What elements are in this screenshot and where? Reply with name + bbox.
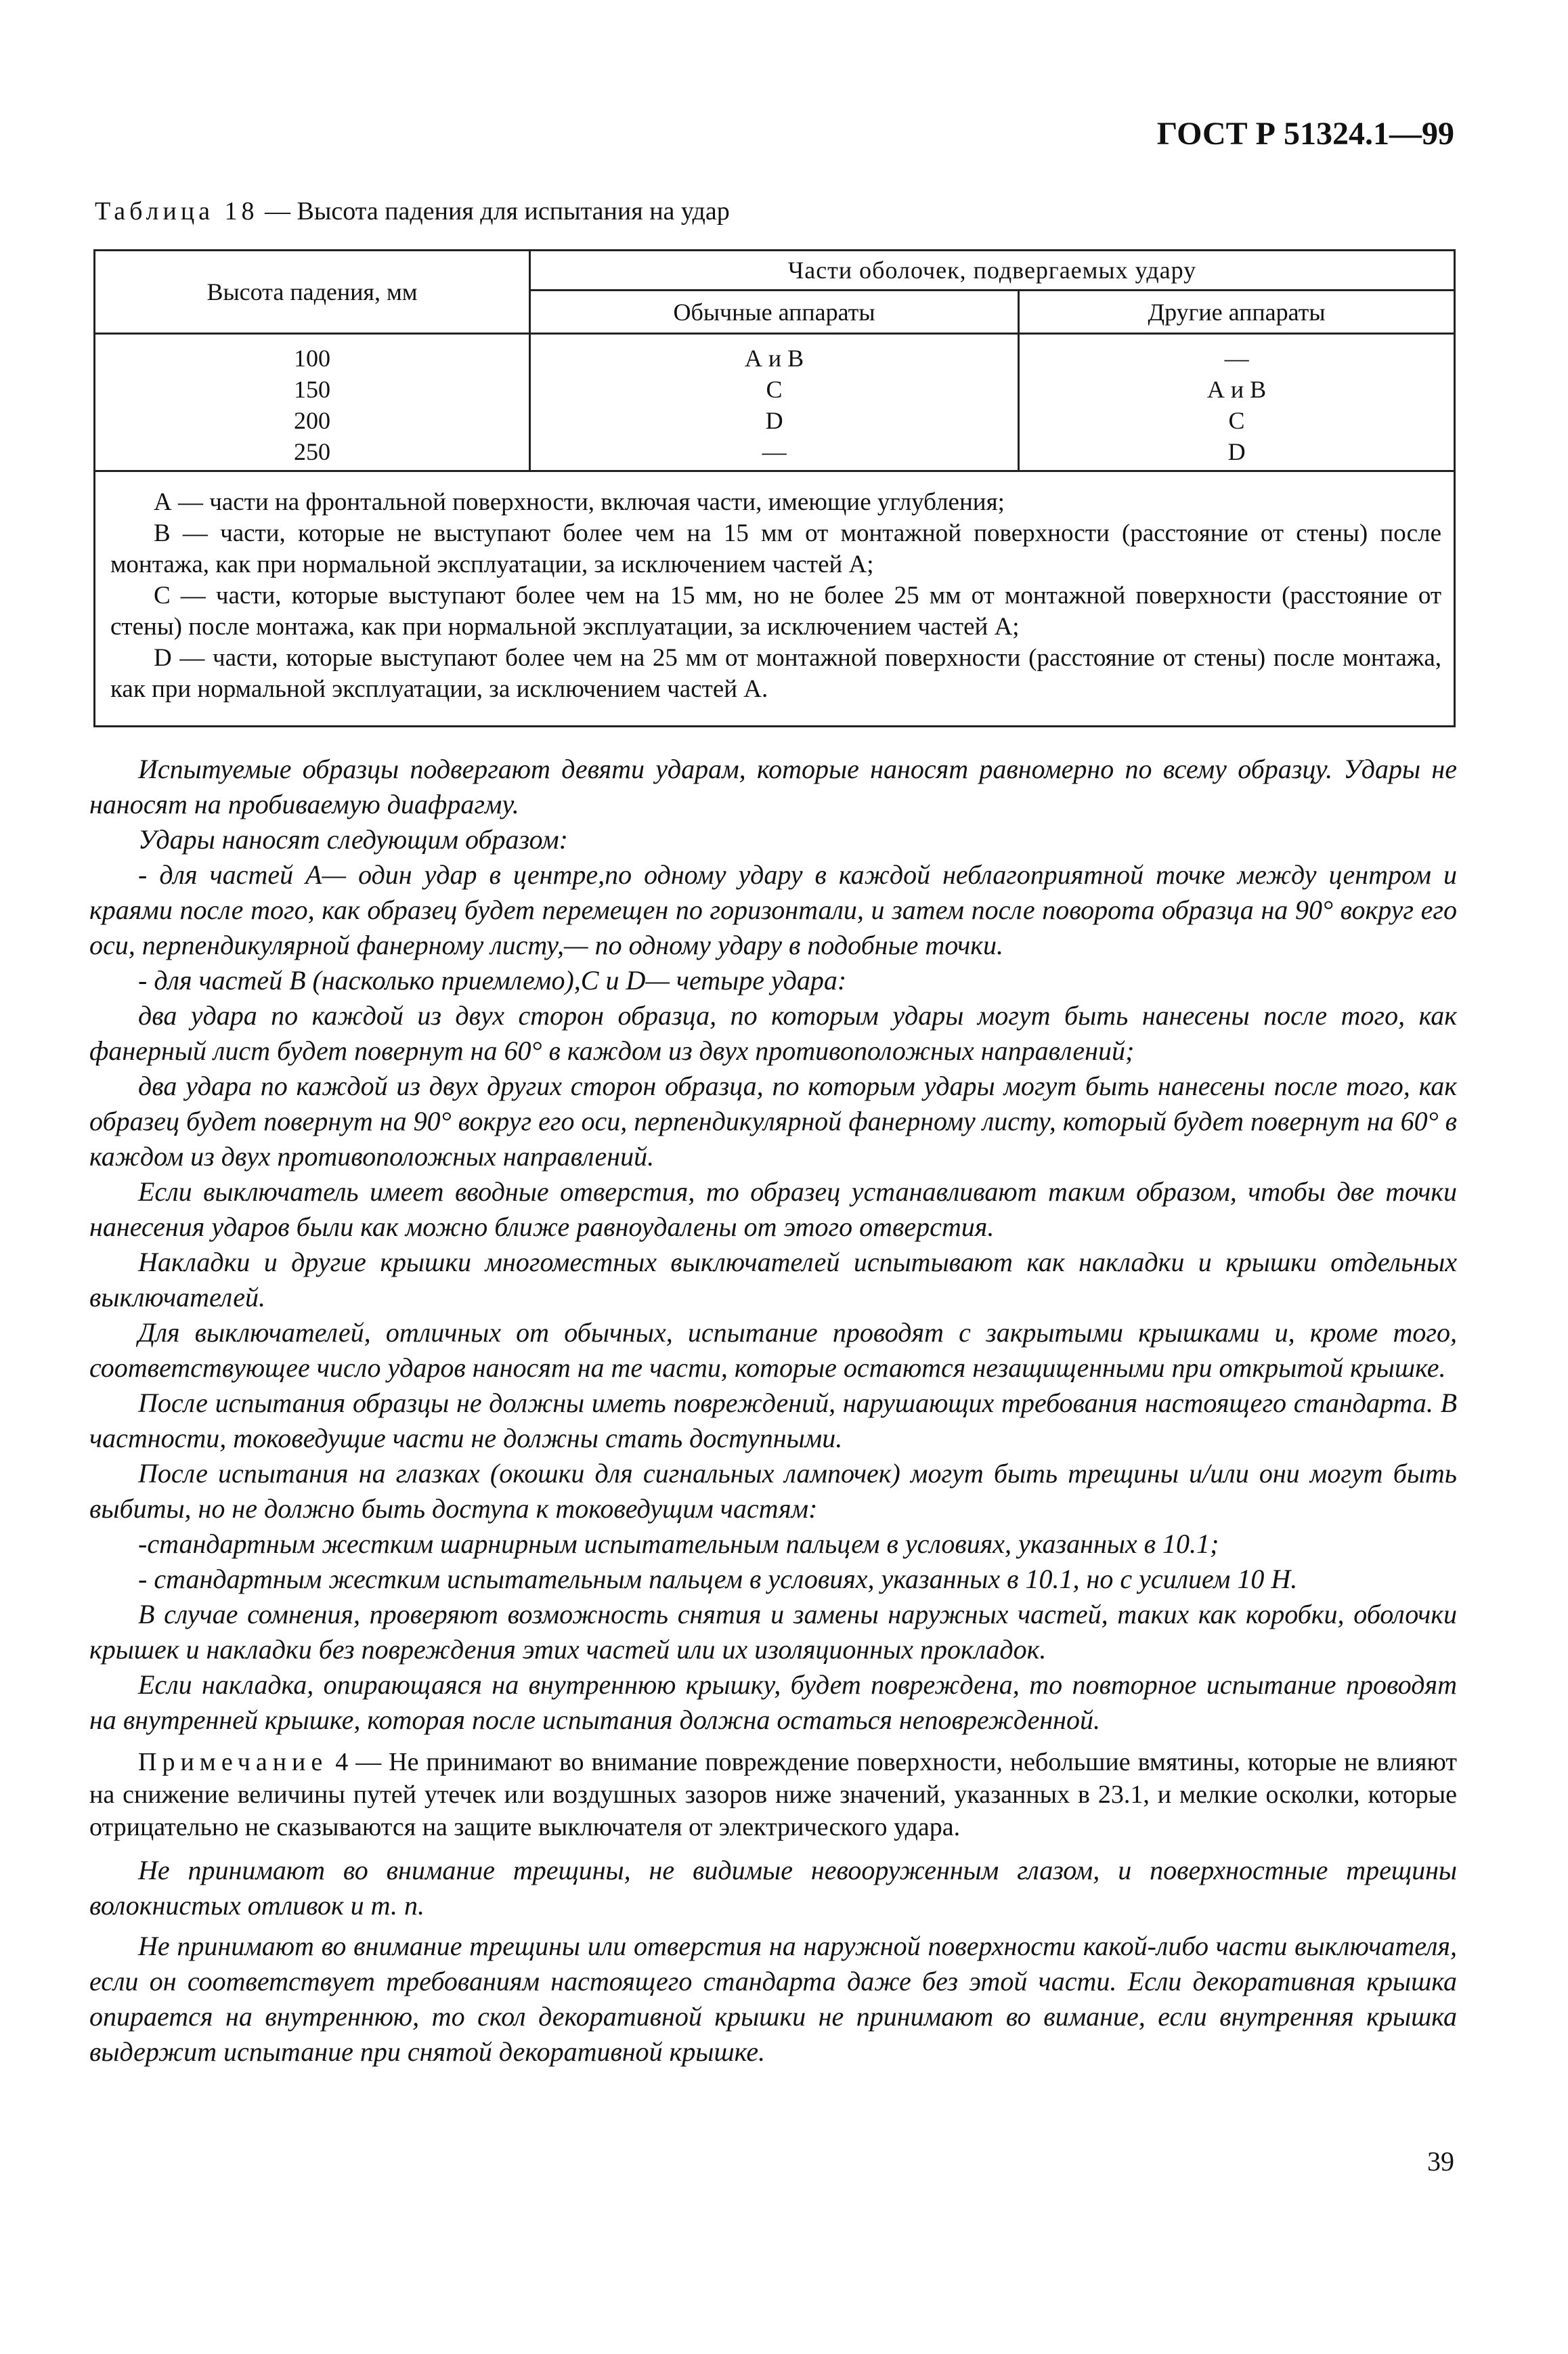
paragraph: Удары наносят следующим образом:: [138, 824, 568, 855]
paragraph: После испытания образцы не должны иметь повреждений, нарушающих требования настоящего стандарта. В частности, токоведущие части не должны стать доступными.: [89, 1388, 1457, 1453]
note-label: Примечание: [138, 1748, 328, 1776]
table-cell: D: [765, 407, 783, 434]
other-cell: [1019, 334, 1455, 471]
table-cell: 100: [294, 345, 330, 372]
table-note: D — части, которые выступают более чем на 25 мм от монтажной поверхности (расстояние от стены) после монтажа, как при нормальной эксплуатации, за исключением частей А.: [110, 644, 1441, 703]
table-cell: D: [1227, 438, 1246, 465]
table-cell: 250: [294, 438, 330, 465]
paragraph: Не принимают во внимание трещины или отверстия на наружной поверхности какой-либо части выключателя, если он соответствует требованиям настоящего стандарта даже без этой части. Если декоративная крышка опирается на внутреннюю, то скол декоративной крышки не принимают во вимание, если внутренняя крышка выдержит испытание при снятой декоративной крышке.: [89, 1931, 1457, 2067]
note-text: 4 — Не принимают во внимание повреждение поверхности, небольшие вмятины, которые не влияют на снижение величины путей утечек или воздушных зазоров ниже значений, указанных в 23.1, и мелкие осколки, которые отрицательно не сказываются на защите выключателя от электрического удара.: [89, 1748, 1458, 1841]
paragraph: Для выключателей, отличных от обычных, испытание проводят с закрытыми крышками и, кроме того, соответствующее число ударов наносят на те части, которые остаются незащищенными при открытой крышке.: [89, 1317, 1457, 1383]
paragraph: Если накладка, опирающаяся на внутреннюю крышку, будет повреждена, то повторное испытание проводят на внутренней крышке, которая после испытания должна остаться неповрежденной.: [89, 1669, 1457, 1735]
paragraph: Испытуемые образцы подвергают девяти ударам, которые наносят равномерно по всему образцу. Удары не наносят на пробиваемую диафрагму.: [89, 754, 1457, 819]
table-caption-label: Таблица 18: [95, 197, 259, 226]
col-header-height: Высота падения, мм: [95, 251, 530, 334]
paragraph: После испытания на глазках (окошки для сигнальных лампочек) могут быть трещины и/или они могут быть выбиты, но не должно быть доступа к токоведущим частям:: [89, 1458, 1457, 1524]
paragraph: два удара по каждой из двух сторон образца, по которым удары могут быть нанесены после того, как фанерный лист будет повернут на 60° в каждом из двух противоположных направлений;: [89, 1000, 1457, 1066]
table-caption: [95, 196, 730, 226]
col-header-other: Другие аппараты: [1019, 291, 1455, 334]
paragraph: - для частей А— один удар в центре,по одному удару в каждой неблагоприятной точке между центром и краями после того, как образец будет перемещен по горизонтали, и затем после поворота образца на 90° вокруг его оси, перпендикулярной фанерному листу,— по одному удару в подобные точки.: [89, 859, 1457, 960]
body-text: [89, 752, 1457, 2070]
table-caption-text: — Высота падения для испытания на удар: [258, 197, 730, 226]
paragraph: Если выключатель имеет вводные отверстия, то образец устанавливают таким образом, чтобы две точки нанесения ударов были как можно ближе равноудалены от этого отверстия.: [89, 1176, 1457, 1242]
col-header-group: Части оболочек, подвергаемых удару: [530, 251, 1455, 291]
paragraph: Не принимают во внимание трещины, не видимые невооруженным глазом, и поверхностные трещины волокнистых отливок и т. п.: [89, 1855, 1457, 1921]
paragraph: -стандартным жестким шарнирным испытательным пальцем в условиях, указанных в 10.1;: [138, 1528, 1219, 1559]
paragraph: два удара по каждой из двух других сторон образца, по которым удары могут быть нанесены после того, как образец будет повернут на 90° вокруг его оси, перпендикулярной фанерному листу, который будет повернут на 60° в каждом из двух противоположных направлений.: [89, 1071, 1457, 1172]
table-cell: А и В: [1206, 376, 1267, 403]
table-notes: [95, 471, 1455, 727]
ordinary-cell: [530, 334, 1019, 471]
note-4: [89, 1746, 1457, 1843]
heights-cell: [95, 334, 530, 471]
table-cell: А и В: [744, 345, 804, 372]
drop-height-table: [93, 249, 1456, 727]
table-cell: С: [766, 376, 783, 403]
paragraph: Накладки и другие крышки многоместных выключателей испытывают как накладки и крышки отдельных выключателей.: [89, 1247, 1457, 1312]
table-cell: —: [1224, 345, 1249, 372]
table-note: В — части, которые не выступают более чем на 15 мм от монтажной поверхности (расстояние от стены) после монтажа, как при нормальной эксплуатации, за исключением частей А;: [110, 519, 1441, 578]
table-cell: С: [1228, 407, 1245, 434]
table-cell: 150: [294, 376, 330, 403]
table-cell: 200: [294, 407, 330, 434]
paragraph: В случае сомнения, проверяют возможность снятия и замены наружных частей, таких как коробки, оболочки крышек и накладки без повреждения этих частей или их изоляционных прокладок.: [89, 1599, 1457, 1665]
paragraph: - для частей В (насколько приемлемо),С и D— четыре удара:: [138, 965, 847, 996]
page-number: 39: [1427, 2146, 1454, 2177]
table-note: А — части на фронтальной поверхности, включая части, имеющие углубления;: [154, 488, 1005, 516]
table-cell: —: [762, 438, 787, 465]
document-id: ГОСТ Р 51324.1—99: [1156, 116, 1454, 152]
paragraph: - стандартным жестким испытательным пальцем в условиях, указанных в 10.1, но с усилием 10 Н.: [138, 1564, 1298, 1594]
table-note: С — части, которые выступают более чем на 15 мм, но не более 25 мм от монтажной поверхности (расстояние от стены) после монтажа, как при нормальной эксплуатации, за исключением частей А;: [110, 582, 1441, 641]
col-header-ordinary: Обычные аппараты: [530, 291, 1019, 334]
